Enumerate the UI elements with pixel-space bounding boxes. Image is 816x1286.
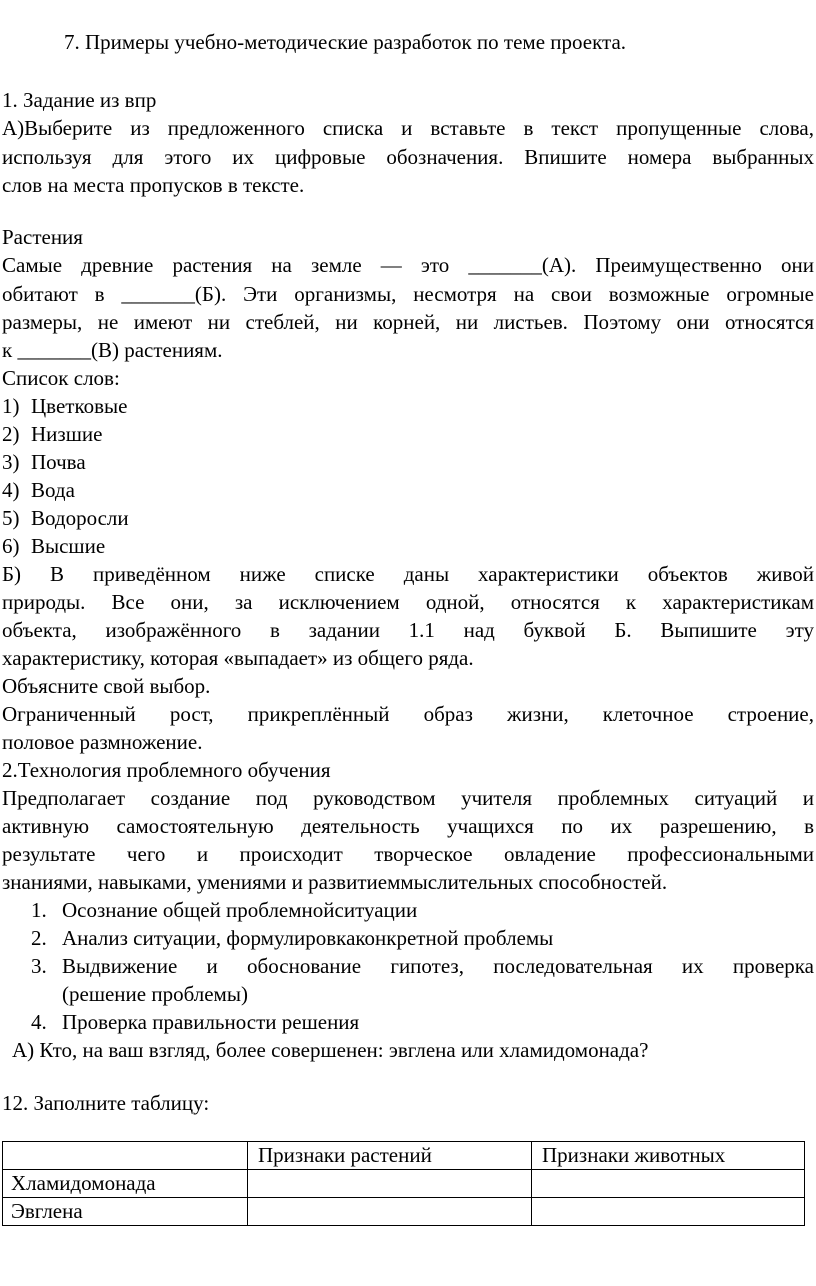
table-header-row <box>3 1142 805 1170</box>
table-task: 12. Заполните таблицу: <box>2 1091 210 1115</box>
word-list-title: Список слов: <box>2 366 120 390</box>
table-row <box>3 1170 805 1198</box>
step-number: 3. <box>31 954 47 978</box>
table-header-cell: Признаки животных <box>532 1142 805 1170</box>
step-text: Анализ ситуации, формулировкаконкретной проблемы <box>62 926 554 950</box>
list-item-text: Высшие <box>31 534 106 558</box>
list-item-number: 4) <box>2 478 20 502</box>
text-line-4: к _______(В) растениям. <box>2 338 223 362</box>
partB-line-4: характеристику, которая «выпадает» из общего ряда. <box>2 646 474 670</box>
list-item-number: 2) <box>2 422 20 446</box>
table-header-cell <box>3 1142 248 1170</box>
tech-line-4: знаниями, навыками, умениями и развитиеммыслительных способностей. <box>2 870 668 894</box>
text-line-1: Самые древние растения на земле — это _______(А). Преимущественно они <box>2 253 814 277</box>
characteristics-line-1: Ограниченный рост, прикреплённый образ жизни, клеточное строение, <box>2 702 814 726</box>
list-item-text: Водоросли <box>31 506 129 530</box>
step-number: 2. <box>31 926 47 950</box>
step-text: Проверка правильности решения <box>62 1010 360 1034</box>
text-line-2: обитают в _______(Б). Эти организмы, несмотря на свои возможные огромные <box>2 282 814 306</box>
step-number: 4. <box>31 1010 47 1034</box>
partB-line-2: природы. Все они, за исключением одной, относятся к характеристикам <box>2 590 814 614</box>
table-header-cell: Признаки растений <box>248 1142 532 1170</box>
list-item-number: 5) <box>2 506 20 530</box>
table-cell[interactable] <box>248 1198 532 1226</box>
step-text: Выдвижение и обоснование гипотез, последовательная их проверка <box>62 954 814 978</box>
question: А) Кто, на ваш взгляд, более совершенен: эвглена или хламидомонада? <box>12 1038 649 1062</box>
table-cell[interactable] <box>532 1198 805 1226</box>
list-item-text: Почва <box>31 450 86 474</box>
table-cell: Эвглена <box>3 1198 248 1226</box>
comparison-table <box>2 1141 805 1226</box>
partA-line-2: используя для этого их цифровые обозначения. Впишите номера выбранных <box>2 145 814 169</box>
list-item-number: 1) <box>2 394 20 418</box>
list-item-text: Низшие <box>31 422 103 446</box>
task1-title: 1. Задание из впр <box>2 88 157 112</box>
partB-line-3: объекта, изображённого в задании 1.1 над буквой Б. Выпишите эту <box>2 618 814 642</box>
table-cell: Хламидомонада <box>3 1170 248 1198</box>
text-title: Растения <box>2 225 83 249</box>
text-line-3: размеры, не имеют ни стеблей, ни корней, ни листьев. Поэтому они относятся <box>2 310 814 334</box>
tech-line-1: Предполагает создание под руководством учителя проблемных ситуаций и <box>2 786 814 810</box>
table-cell[interactable] <box>532 1170 805 1198</box>
list-item-text: Вода <box>31 478 75 502</box>
list-item-number: 6) <box>2 534 20 558</box>
explain-line: Объясните свой выбор. <box>2 674 211 698</box>
tech-line-2: активную самостоятельную деятельность учащихся по их разрешению, в <box>2 814 814 838</box>
partB-line-1: Б) В приведённом ниже списке даны характеристики объектов живой <box>2 562 814 586</box>
step-number: 1. <box>31 898 47 922</box>
characteristics-line-2: половое размножение. <box>2 730 203 754</box>
list-item-text: Цветковые <box>31 394 128 418</box>
table-row <box>3 1198 805 1226</box>
tech-line-3: результате чего и происходит творческое овладение профессиональными <box>2 842 814 866</box>
heading: 7. Примеры учебно-методические разработок по теме проекта. <box>64 30 627 54</box>
step-text: Осознание общей проблемнойситуации <box>62 898 418 922</box>
partA-line-1: А)Выберите из предложенного списка и вставьте в текст пропущенные слова, <box>2 116 814 140</box>
step-text-continued: (решение проблемы) <box>62 982 248 1006</box>
partA-line-3: слов на места пропусков в тексте. <box>2 173 305 197</box>
table-cell[interactable] <box>248 1170 532 1198</box>
tech-title: 2.Технология проблемного обучения <box>2 758 331 782</box>
list-item-number: 3) <box>2 450 20 474</box>
